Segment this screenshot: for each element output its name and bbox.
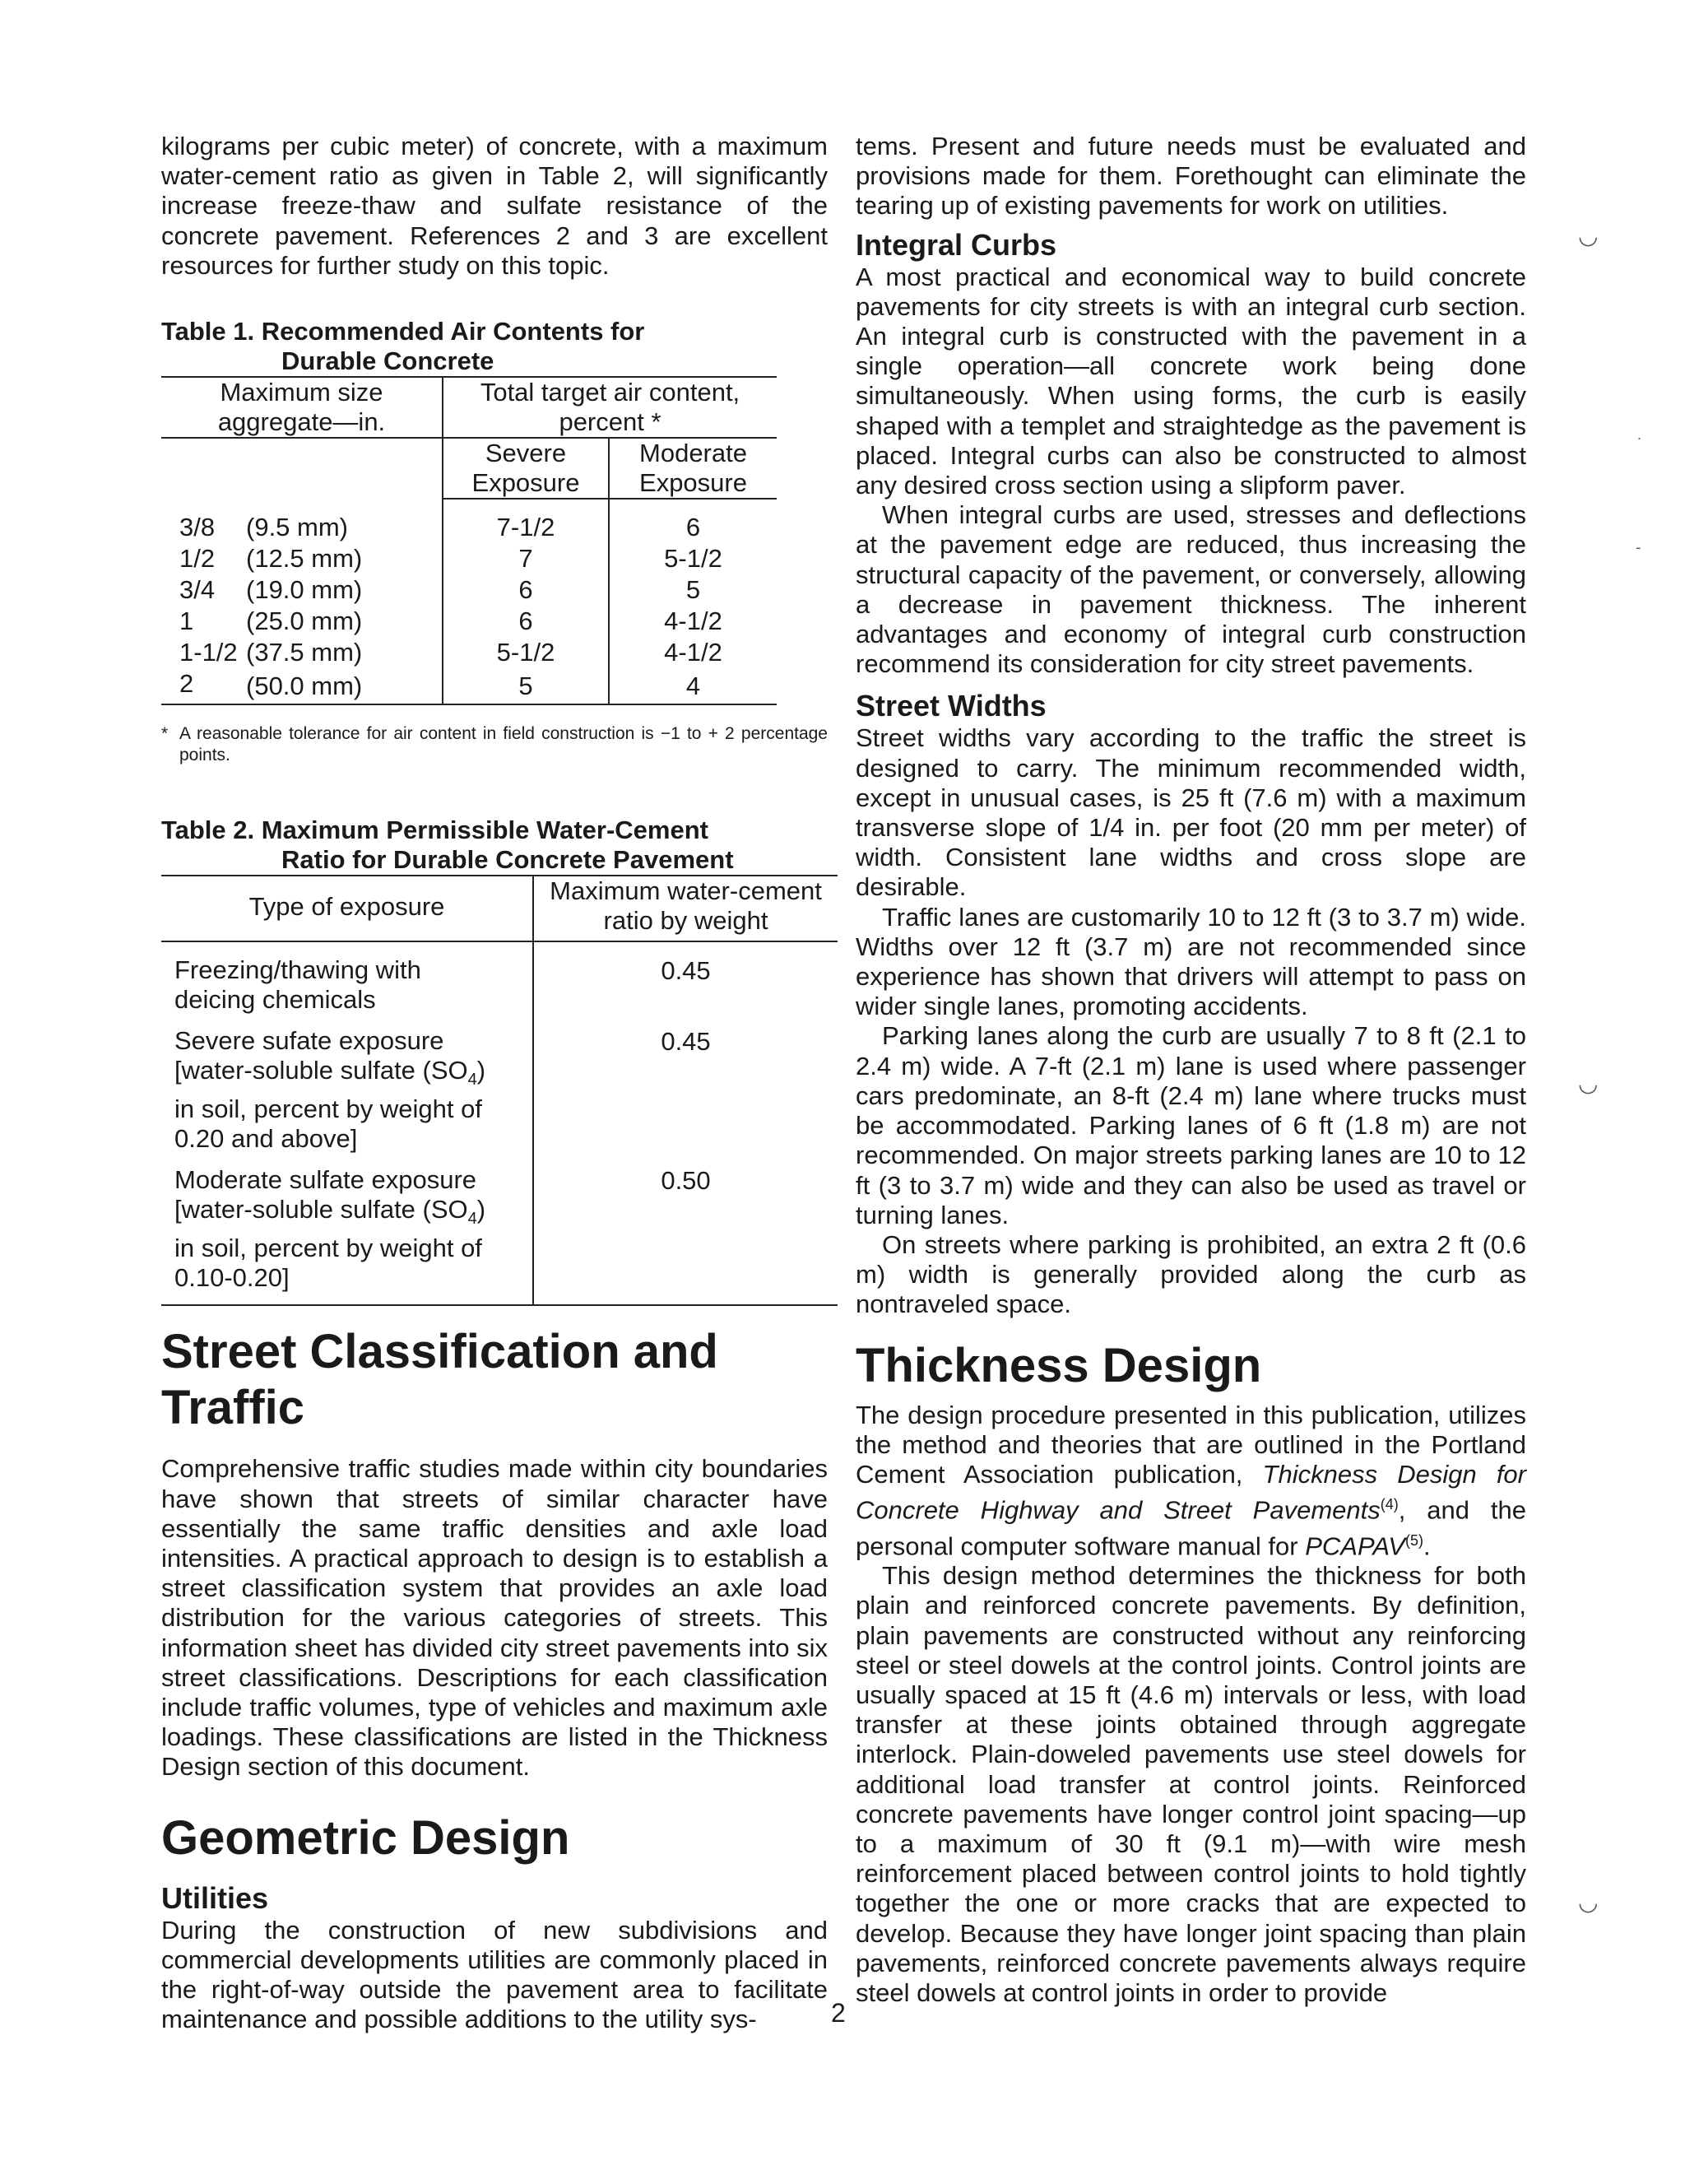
utilities-paragraph-continued: tems. Present and future needs must be evaluated and provisions made for them. Forethought can eliminate the tearing up of existing pavements for work on utilities. xyxy=(856,132,1526,221)
heading-geometric-design: Geometric Design xyxy=(161,1810,570,1865)
utilities-paragraph: During the construction of new subdivisions and commercial developments utilities are commonly placed in the right-of-way outside the pavement area to facilitate maintenance and possible additions to the utility sys- xyxy=(161,1915,828,2034)
classification-paragraph: Comprehensive traffic studies made within city boundaries have shown that streets of similar character have essentially the same traffic densities and axle load intensities. A practical approach to design is to establish a street classification system that provides an axle load distribution for the various categories of streets. This information sheet has divided city street pavements into six street classifications. Descriptions for each classification include traffic volumes, type of vehicles and maximum axle loadings. These classifications are listed in the Thickness Design section of this document. xyxy=(161,1454,828,1782)
moderate-value: 5-1/2 xyxy=(664,544,722,574)
heading-utilities: Utilities xyxy=(161,1880,269,1915)
table2-caption-line1: Table 2. Maximum Permissible Water-Cement xyxy=(161,816,708,845)
moderate-value: 5 xyxy=(685,575,701,605)
widths-paragraph-1: Street widths vary according to the traffic the street is designed to carry. The minimum recommended width, except in unusual cases, is 25 ft (7.6 m) with a maximum transverse slope of 1/4 in. per foot (20 mm per meter) of width. Consistent lane widths and cross slope are desirable. xyxy=(856,723,1526,902)
table2-header-type: Type of exposure xyxy=(161,876,533,941)
table-row xyxy=(161,637,777,668)
scan-mark-2: ˙ xyxy=(1636,436,1643,453)
table1-air-contents xyxy=(161,376,777,705)
severe-value: 5-1/2 xyxy=(443,637,609,668)
table-row xyxy=(161,1165,838,1305)
severe-value: 7 xyxy=(443,543,609,574)
table-row xyxy=(161,1026,838,1165)
scan-mark-4: ◡ xyxy=(1578,1070,1599,1097)
aggregate-mm: (9.5 mm) xyxy=(245,512,443,543)
severe-value: 6 xyxy=(443,606,609,637)
table2-caption-line2: Ratio for Durable Concrete Pavement xyxy=(281,845,734,875)
table-row xyxy=(161,606,777,637)
table2-header-ratio: Maximum water-cement ratio by weight xyxy=(533,876,838,941)
exposure-type: Severe sufate exposure [water-soluble sulfate $(SO_4)$ in soil, percent by weight of 0.20 and above] xyxy=(161,1026,533,1165)
curbs-paragraph-1: A most practical and economical way to build concrete pavements for city streets is with an integral curb section. An integral curb is constructed with the pavement in a single operation—all concrete work being done simultaneously. When using forms, the curb is easily shaped with a templet and straightedge as the pavement is placed. Integral curbs can also be constructed to almost any desired cross section using a slipform paver. xyxy=(856,262,1526,500)
table1-header-total: Total target air content, percent * xyxy=(443,377,777,438)
table-row xyxy=(161,543,777,574)
moderate-value: 4-1/2 xyxy=(664,638,722,667)
curbs-paragraph-2: When integral curbs are used, stresses and deflections at the pavement edge are reduced, thus increasing the structural capacity of the pavement, or conversely, allowing a decrease in pavement thickness. The inherent advantages and economy of integral curb construction recommend its consideration for city street pavements. xyxy=(856,500,1526,679)
widths-paragraph-2: Traffic lanes are customarily 10 to 12 ft (3 to 3.7 m) wide. Widths over 12 ft (3.7 m) are not recommended since experience has shown that drivers will attempt to pass on wider single lanes, promoting accidents. xyxy=(856,902,1526,1021)
table-row xyxy=(161,512,777,543)
right-column xyxy=(856,132,1526,2008)
ratio-value: 0.45 xyxy=(661,1027,711,1057)
widths-paragraph-3: Parking lanes along the curb are usually 7 to 8 ft (2.1 to 2.4 m) wide. A 7-ft (2.1 m) lane is used where passenger cars predominate, an 8-ft (2.4 m) lane where trucks must be accommodated. Parking lanes of 6 ft (1.8 m) are not recommended. On major streets parking lanes are 10 to 12 ft (3 to 3.7 m) wide and they can also be used as travel or turning lanes. xyxy=(856,1021,1526,1229)
heading-thickness-design: Thickness Design xyxy=(856,1338,1262,1392)
moderate-value: 4-1/2 xyxy=(664,606,722,636)
exposure-type: Freezing/thawing with deicing chemicals xyxy=(161,955,533,1026)
table1-caption xyxy=(161,317,828,376)
table-row xyxy=(161,574,777,606)
table1-header-moderate: Moderate Exposure xyxy=(609,438,777,499)
aggregate-mm: (25.0 mm) xyxy=(245,606,443,637)
footnote-text: A reasonable tolerance for air content in field construction is −1 to + 2 percentage points. xyxy=(179,724,828,765)
aggregate-size: 3/4 xyxy=(179,575,216,605)
aggregate-mm: (50.0 mm) xyxy=(245,668,443,704)
scan-mark-5: ◡ xyxy=(1578,1889,1599,1916)
table1-footnote xyxy=(161,723,828,766)
widths-paragraph-4: On streets where parking is prohibited, an extra 2 ft (0.6 m) width is generally provided along the curb as nontraveled space. xyxy=(856,1229,1526,1319)
heading-street-classification: Street Classification and Traffic xyxy=(161,1325,718,1435)
heading-street-widths: Street Widths xyxy=(856,689,1047,723)
aggregate-mm: (19.0 mm) xyxy=(245,574,443,606)
table2-caption xyxy=(161,816,828,875)
severe-value: 7-1/2 xyxy=(443,512,609,543)
table-row xyxy=(161,668,777,704)
aggregate-size: 1/2 xyxy=(179,544,216,574)
page-number: 2 xyxy=(831,1998,846,2028)
aggregate-mm: (12.5 mm) xyxy=(245,543,443,574)
scan-mark-1: ◡ xyxy=(1578,222,1599,249)
heading-integral-curbs: Integral Curbs xyxy=(856,227,1057,262)
aggregate-size: 1 xyxy=(179,606,194,636)
moderate-value: 6 xyxy=(685,513,701,542)
table-row xyxy=(161,955,838,1026)
thickness-paragraph-1: The design procedure presented in this publication, utilizes the method and theories that are outlined in the Portland Cement Association publication, Thickness Design for Concrete Highway and Street Pavements$^{(4)}$, and the personal computer software manual for PCAPAV$^{(5)}$. xyxy=(856,1400,1526,1560)
table1-caption-line2: Durable Concrete xyxy=(281,346,494,376)
aggregate-size: 3/8 xyxy=(179,513,216,542)
aggregate-size: 2 xyxy=(179,669,194,699)
exposure-type: Moderate sulfate exposure [water-soluble sulfate $(SO_4)$ in soil, percent by weight of 0.10-0.20] xyxy=(161,1165,533,1305)
table1-caption-line1: Table 1. Recommended Air Contents for xyxy=(161,317,645,346)
scan-mark-3: - xyxy=(1636,539,1641,556)
severe-value: 5 xyxy=(443,668,609,704)
ratio-value: 0.50 xyxy=(661,1166,711,1196)
ratio-value: 0.45 xyxy=(661,956,711,986)
table1-header-size: Maximum size aggregate—in. xyxy=(161,377,443,438)
table1-header-severe: Severe Exposure xyxy=(443,438,609,499)
severe-value: 6 xyxy=(443,574,609,606)
moderate-value: 4 xyxy=(685,671,701,700)
left-column xyxy=(161,132,828,2034)
intro-paragraph: kilograms per cubic meter) of concrete, with a maximum water-cement ratio as given in Table 2, will significantly increase freeze-thaw and sulfate resistance of the concrete pavement. References 2 and 3 are excellent resources for further study on this topic. xyxy=(161,132,828,280)
footnote-mark: * xyxy=(161,724,169,744)
table2-water-cement xyxy=(161,875,838,1306)
thickness-paragraph-2: This design method determines the thickness for both plain and reinforced concrete pavements. By definition, plain pavements are constructed without any reinforcing steel or steel dowels at the control joints. Control joints are usually spaced at 15 ft (4.6 m) intervals or less, with load transfer at these joints obtained through aggregate interlock. Plain-doweled pavements use steel dowels for additional load transfer at control joints. Reinforced concrete pavements have longer control joint spacing—up to a maximum of 30 ft (9.1 m)—with wire mesh reinforcement placed between control joints to hold tightly together the one or more cracks that are expected to develop. Because they have longer joint spacing than plain pavements, reinforced concrete pavements always require steel dowels at control joints in order to provide xyxy=(856,1561,1526,2008)
aggregate-mm: (37.5 mm) xyxy=(245,637,443,668)
aggregate-size: 1-1/2 xyxy=(179,638,238,667)
